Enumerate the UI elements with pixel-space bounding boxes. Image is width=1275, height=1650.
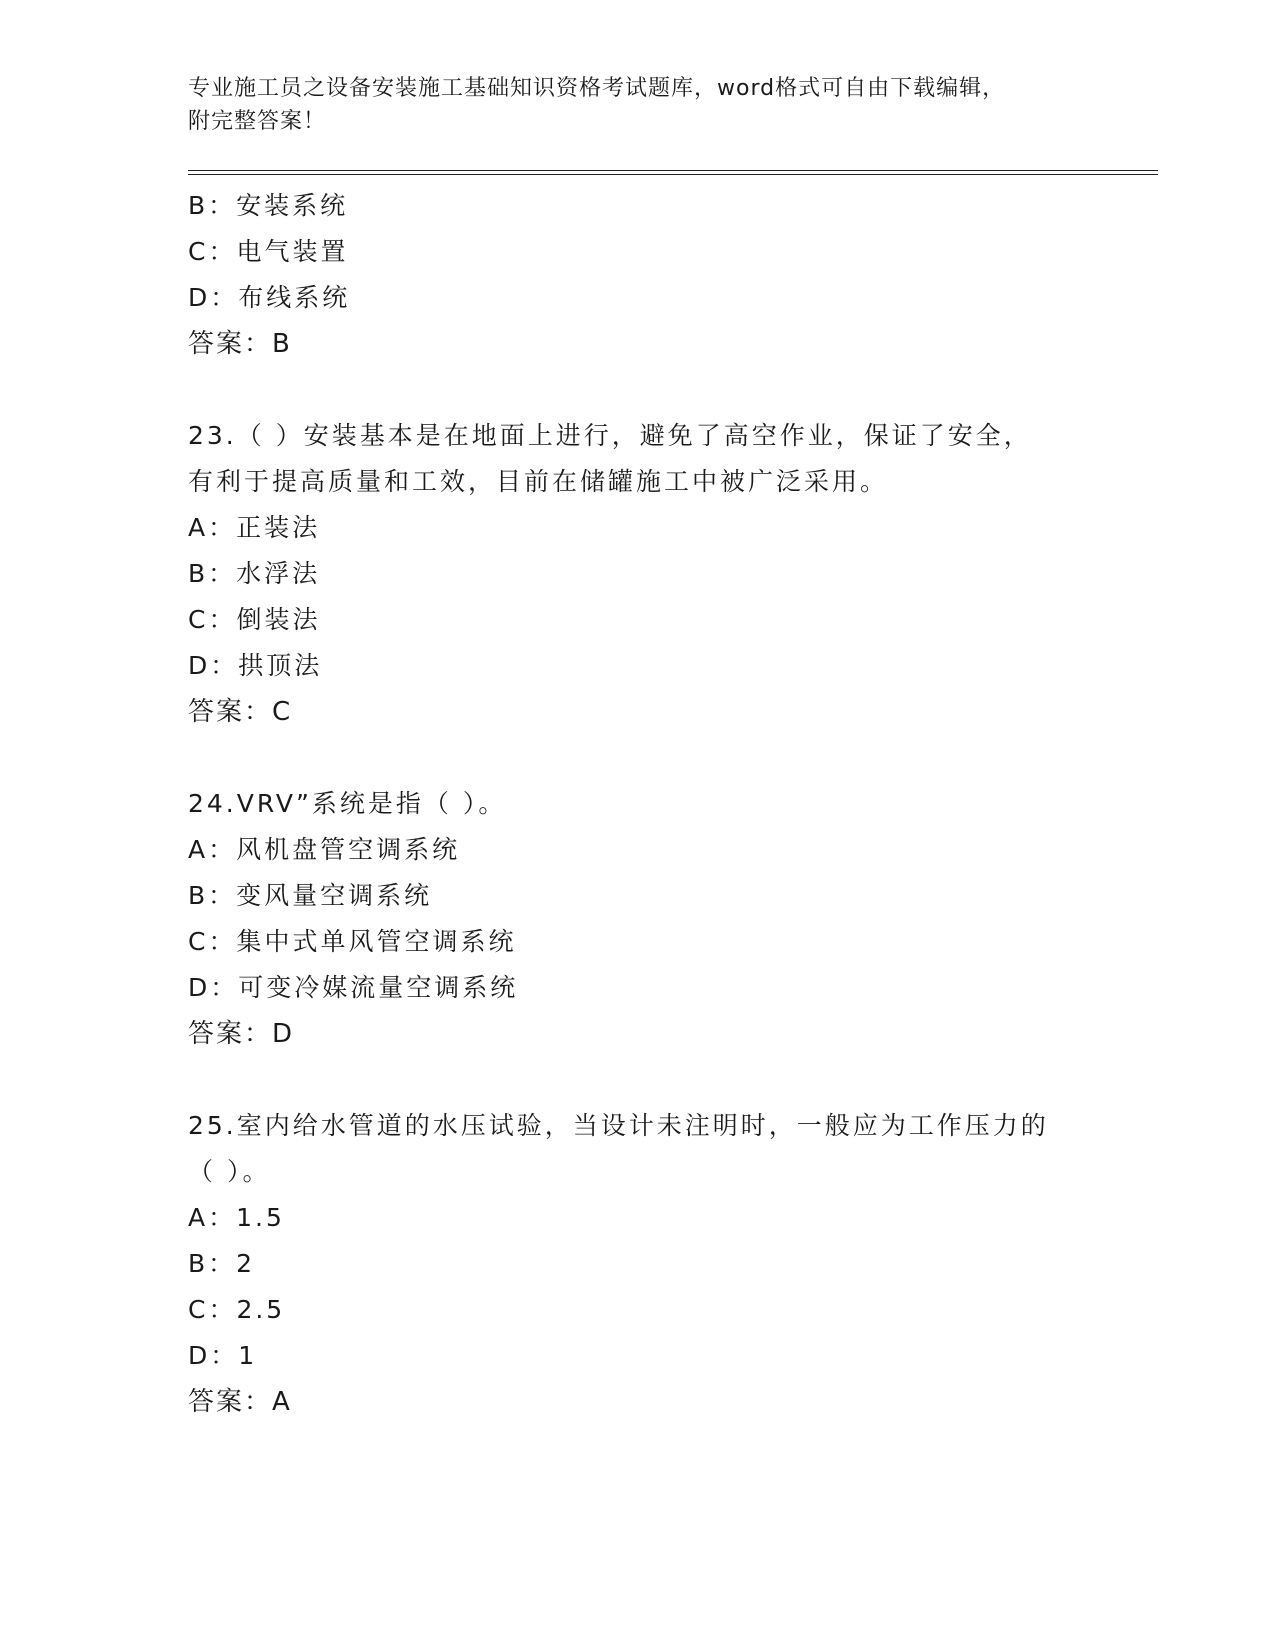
option-a: A：1.5	[188, 1203, 285, 1232]
option-a: A：风机盘管空调系统	[188, 835, 461, 864]
header-line-1: 专业施工员之设备安装施工基础知识资格考试题库，word格式可自由下载编辑，	[188, 76, 1006, 101]
question-23	[188, 413, 1158, 735]
question-24	[188, 781, 1158, 1057]
question-prev	[188, 183, 1158, 367]
question-25	[188, 1103, 1158, 1425]
option-a: A：正装法	[188, 513, 321, 542]
option-c: C：电气装置	[188, 237, 349, 266]
option-b: B：水浮法	[188, 559, 321, 588]
option-c: C：集中式单风管空调系统	[188, 927, 517, 956]
answer: 答案：A	[188, 1387, 292, 1417]
option-d: D：可变冷媒流量空调系统	[188, 973, 519, 1002]
document-page	[188, 72, 1158, 1425]
option-d: D：1	[188, 1341, 258, 1370]
question-stem: 23.（ ）安装基本是在地面上进行，避免了高空作业，保证了安全，	[188, 421, 1032, 450]
option-c: C：2.5	[188, 1295, 286, 1324]
answer: 答案：B	[188, 329, 292, 359]
question-stem-cont: （ ）。	[188, 1157, 271, 1186]
option-b: B：安装系统	[188, 191, 349, 220]
option-b: B：变风量空调系统	[188, 881, 433, 910]
option-d: D：布线系统	[188, 283, 351, 312]
answer: 答案：D	[188, 1019, 295, 1049]
option-d: D：拱顶法	[188, 651, 323, 680]
header-divider	[188, 170, 1158, 175]
header-line-2: 附完整答案！	[188, 109, 327, 134]
option-b: B：2	[188, 1249, 256, 1278]
option-c: C：倒装法	[188, 605, 321, 634]
question-stem-cont: 有利于提高质量和工效，目前在储罐施工中被广泛采用。	[188, 467, 889, 496]
question-stem: 25.室内给水管道的水压试验，当设计未注明时，一般应为工作压力的	[188, 1111, 1049, 1140]
question-stem: 24.VRV”系统是指（ ）。	[188, 789, 507, 818]
answer: 答案：C	[188, 697, 293, 727]
